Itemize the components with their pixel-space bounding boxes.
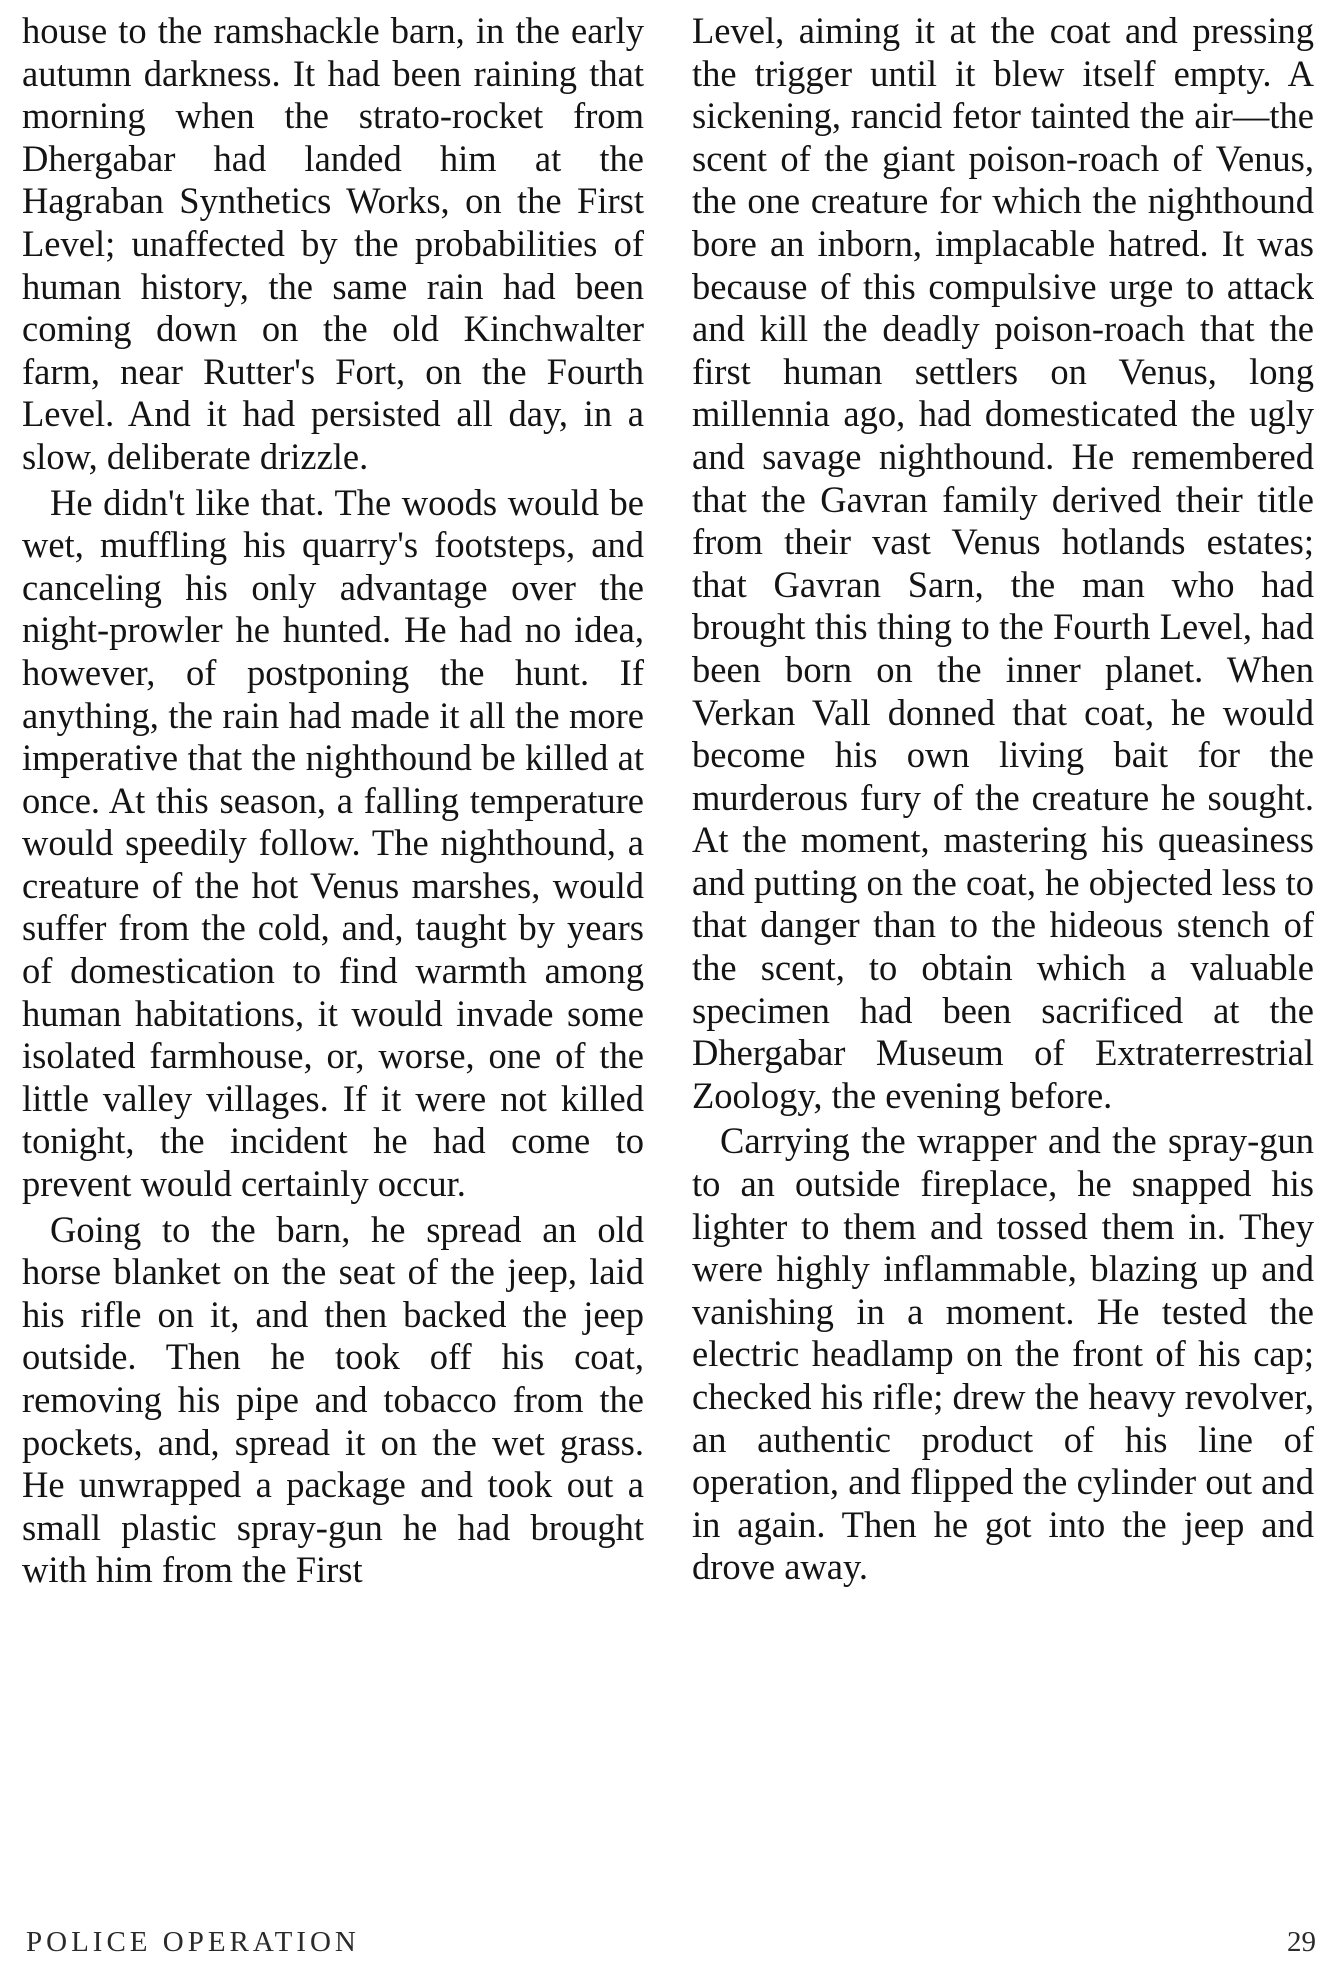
paragraph-continuation: Level, aiming it at the coat and pressing the trigger until it blew itself empty. A sickening, rancid fetor tainted the air—the scent of the giant poison-roach of Venus, the one creature for which the nighthound bore an inborn, implacable hatred. It was because of this compulsive urge to attack and kill the deadly poison-roach that the first human settlers on Venus, long millennia ago, had domesticated the ugly and savage nighthound. He remembered that the Gavran family derived their title from their vast Venus hotlands estates; that Gavran Sarn, the man who had brought this thing to the Fourth Level, had been born on the inner planet. When Verkan Vall donned that coat, he would become his own living bait for the murderous fury of the creature he sought. At the moment, mastering his queasiness and putting on the coat, he objected less to that danger than to the hideous stench of the scent, to obtain which a valuable specimen had been sacrificed at the Dhergabar Museum of Extraterrestrial Zoology, the evening before. <box>692 10 1314 1116</box>
paragraph-continuation: house to the ramshackle barn, in the early autumn darkness. It had been raining that morning when the strato-rocket from Dhergabar had landed him at the Hagraban Synthetics Works, on the First Level; unaffected by the probabilities of human history, the same rain had been coming down on the old Kinchwalter farm, near Rutter's Fort, on the Fourth Level. And it had persisted all day, in a slow, deliberate drizzle. <box>22 10 644 477</box>
left-text-column <box>22 10 644 1592</box>
paragraph: Carrying the wrapper and the spray-gun to an outside fireplace, he snapped his lighter to them and tossed them in. They were highly inflammable, blazing up and vanishing in a moment. He tested the electric headlamp on the front of his cap; checked his rifle; drew the heavy revolver, an authentic product of his line of operation, and flipped the cylinder out and in again. Then he got into the jeep and drove away. <box>692 1120 1314 1588</box>
right-text-column <box>692 10 1314 1589</box>
page-number: 29 <box>1287 1926 1316 1958</box>
running-title: POLICE OPERATION <box>26 1926 360 1958</box>
paragraph: He didn't like that. The woods would be wet, muffling his quarry's footsteps, and canceling his only advantage over the night-prowler he hunted. He had no idea, however, of postponing the hunt. If anything, the rain had made it all the more imperative that the nighthound be killed at once. At this season, a falling temperature would speedily follow. The nighthound, a creature of the hot Venus marshes, would suffer from the cold, and, taught by years of domestication to find warmth among human habitations, it would invade some isolated farmhouse, or, worse, one of the little valley villages. If it were not killed tonight, the incident he had come to prevent would certainly occur. <box>22 481 644 1205</box>
page-footer <box>0 1926 1344 1966</box>
paragraph: Going to the barn, he spread an old horse blanket on the seat of the jeep, laid his rifle on it, and then backed the jeep outside. Then he took off his coat, removing his pipe and tobacco from the pockets, and, spread it on the wet grass. He unwrapped a package and took out a small plastic spray-gun he had brought with him from the First <box>22 1208 644 1591</box>
